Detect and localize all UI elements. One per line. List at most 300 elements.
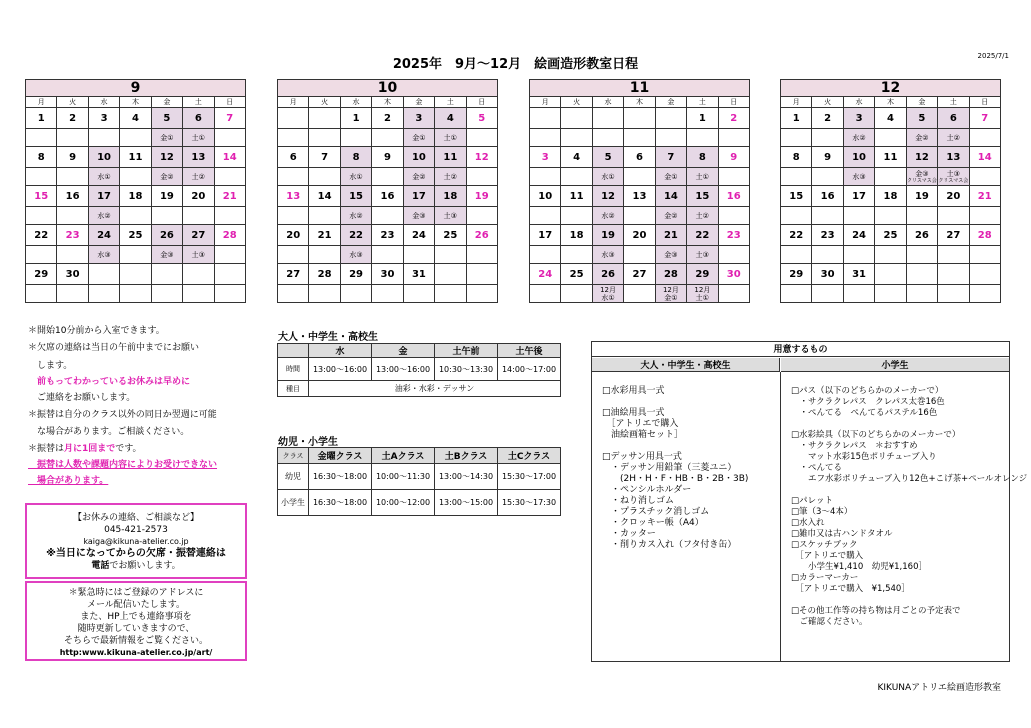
class-label [183, 207, 214, 225]
day-number: 19 [592, 225, 623, 246]
day-number: 2 [812, 108, 843, 129]
class-label [843, 207, 874, 225]
class-label [781, 285, 812, 303]
day-number: 6 [278, 147, 309, 168]
weekday-header: 金 [403, 97, 434, 108]
emergency-line-3: また、HP上でも連絡事項を [80, 612, 192, 622]
kids-time: 13:00〜14:30 [435, 464, 498, 490]
day-number: 8 [781, 147, 812, 168]
day-number [466, 264, 497, 285]
class-label-line: 12月 [600, 285, 617, 294]
day-number: 7 [214, 108, 245, 129]
class-label [151, 207, 182, 225]
class-label [875, 246, 906, 264]
day-number [214, 264, 245, 285]
contact-phone[interactable]: 045-421-2573 [104, 525, 168, 535]
class-label [278, 207, 309, 225]
class-label [57, 207, 88, 225]
weekday-header: 火 [812, 97, 843, 108]
day-number: 28 [214, 225, 245, 246]
day-number: 31 [843, 264, 874, 285]
day-number: 13 [278, 186, 309, 207]
supplies-header-adult: 大人・中学生・高校生 [592, 358, 780, 372]
class-label [530, 285, 561, 303]
class-label: 金② [655, 207, 686, 225]
emergency-box [25, 581, 247, 661]
class-label [561, 168, 592, 186]
adult-kind: 油彩・水彩・デッサン [309, 381, 561, 397]
day-number: 24 [88, 225, 119, 246]
note-makeup-limit [28, 443, 142, 455]
day-number: 14 [309, 186, 340, 207]
class-label: 金③ [655, 246, 686, 264]
class-label: 金① [655, 168, 686, 186]
class-label [624, 129, 655, 147]
note-makeup-warning-cont: 場合があります。 [28, 476, 109, 486]
weekday-header: 水 [340, 97, 371, 108]
note-early-cont: ご連絡をお願いします。 [28, 393, 136, 403]
class-label [57, 246, 88, 264]
class-label [718, 246, 749, 264]
class-label-line: 金① [664, 293, 678, 302]
class-label [781, 129, 812, 147]
weekday-header: 火 [57, 97, 88, 108]
class-label [466, 129, 497, 147]
class-label [214, 285, 245, 303]
class-label [843, 246, 874, 264]
day-number: 16 [812, 186, 843, 207]
class-label [906, 207, 937, 225]
day-number: 21 [309, 225, 340, 246]
day-number: 29 [781, 264, 812, 285]
class-label: 水② [843, 129, 874, 147]
class-label [781, 246, 812, 264]
day-number: 6 [624, 147, 655, 168]
class-label [561, 129, 592, 147]
day-number [592, 108, 623, 129]
day-number: 30 [57, 264, 88, 285]
class-label [969, 207, 1000, 225]
note-makeup: ＊振替は自分のクラス以外の同日か翌週に可能 [28, 410, 217, 420]
weekday-header: 月 [278, 97, 309, 108]
month-header: 10 [278, 80, 498, 97]
class-label [120, 129, 151, 147]
class-label [624, 246, 655, 264]
class-label [309, 285, 340, 303]
class-label: 水③ [843, 168, 874, 186]
day-number: 11 [120, 147, 151, 168]
class-label [214, 246, 245, 264]
day-number: 26 [466, 225, 497, 246]
day-number: 6 [938, 108, 969, 129]
class-label [812, 246, 843, 264]
day-number: 28 [309, 264, 340, 285]
footer-name: KIKUNAアトリエ絵画造形教室 [877, 683, 1001, 693]
day-number: 10 [530, 186, 561, 207]
class-label [687, 285, 718, 303]
page-title: 2025年 9月〜12月 絵画造形教室日程 [392, 57, 639, 72]
class-label [214, 207, 245, 225]
class-label [718, 207, 749, 225]
day-number: 31 [403, 264, 434, 285]
class-label [88, 285, 119, 303]
day-number: 26 [592, 264, 623, 285]
supplies-title: 用意するもの [592, 342, 1009, 357]
class-label: 土③ [435, 207, 466, 225]
kids-time: 16:30〜18:00 [309, 464, 372, 490]
class-label [530, 129, 561, 147]
class-label [655, 129, 686, 147]
day-number: 25 [561, 264, 592, 285]
day-number: 17 [88, 186, 119, 207]
day-number: 20 [278, 225, 309, 246]
day-number [655, 108, 686, 129]
class-label [403, 246, 434, 264]
contact-sameday-note: ※当日になってからの欠席・振替連絡は [46, 548, 226, 559]
note-makeup-cont: な場合があります。ご相談ください。 [28, 427, 190, 437]
day-number [561, 108, 592, 129]
weekday-header: 水 [592, 97, 623, 108]
contact-title: 【お休みの連絡、ご相談など】 [72, 513, 199, 523]
day-number: 23 [57, 225, 88, 246]
day-number: 21 [214, 186, 245, 207]
note-makeup-limit-a: ＊振替は [28, 444, 65, 454]
kids-header-class: クラス [278, 448, 309, 464]
day-number: 16 [372, 186, 403, 207]
day-number [151, 264, 182, 285]
day-number: 9 [812, 147, 843, 168]
day-number: 2 [718, 108, 749, 129]
class-label [26, 168, 57, 186]
day-number: 3 [403, 108, 434, 129]
day-number: 8 [340, 147, 371, 168]
class-label [57, 168, 88, 186]
class-label: 水③ [592, 246, 623, 264]
day-number: 18 [435, 186, 466, 207]
kids-schedule-label: 幼児・小学生 [278, 437, 338, 448]
class-label-line: 12月 [662, 285, 679, 294]
day-number: 25 [435, 225, 466, 246]
weekday-header: 土 [938, 97, 969, 108]
day-number: 12 [466, 147, 497, 168]
day-number: 1 [687, 108, 718, 129]
month-header: 11 [530, 80, 750, 97]
weekday-header: 木 [624, 97, 655, 108]
emergency-line-4: 随時更新していきますので、 [77, 624, 195, 634]
class-label [278, 129, 309, 147]
class-label: 土③ [183, 246, 214, 264]
weekday-header: 木 [120, 97, 151, 108]
day-number: 11 [875, 147, 906, 168]
kids-time: 10:00〜12:00 [372, 490, 435, 516]
weekday-header: 土 [687, 97, 718, 108]
day-number: 14 [969, 147, 1000, 168]
calendar-september [25, 79, 246, 303]
weekday-header: 火 [309, 97, 340, 108]
day-number: 30 [372, 264, 403, 285]
class-label [781, 207, 812, 225]
day-number: 24 [403, 225, 434, 246]
weekday-header: 日 [214, 97, 245, 108]
day-number: 9 [57, 147, 88, 168]
day-number [530, 108, 561, 129]
class-label [151, 285, 182, 303]
day-number: 7 [969, 108, 1000, 129]
class-label [938, 246, 969, 264]
day-number: 25 [875, 225, 906, 246]
day-number: 28 [655, 264, 686, 285]
class-label [372, 129, 403, 147]
kids-time: 10:00〜11:30 [372, 464, 435, 490]
day-number: 1 [26, 108, 57, 129]
day-number: 27 [183, 225, 214, 246]
day-number: 30 [812, 264, 843, 285]
day-number: 27 [938, 225, 969, 246]
class-label [26, 129, 57, 147]
class-label [309, 207, 340, 225]
class-label [309, 168, 340, 186]
class-label [969, 285, 1000, 303]
note-absence: ＊欠席の連絡は当日の午前中までにお願い [28, 343, 200, 353]
day-number: 21 [655, 225, 686, 246]
class-label: 水② [592, 207, 623, 225]
class-label [875, 285, 906, 303]
class-label [466, 246, 497, 264]
day-number: 13 [183, 147, 214, 168]
class-label: 土② [183, 168, 214, 186]
day-number [969, 264, 1000, 285]
class-label [624, 168, 655, 186]
day-number: 22 [687, 225, 718, 246]
weekday-header: 月 [530, 97, 561, 108]
day-number: 13 [938, 147, 969, 168]
class-label-line: 土③ [946, 169, 960, 178]
note-absence-cont: します。 [28, 361, 73, 371]
class-label [26, 246, 57, 264]
day-number: 9 [372, 147, 403, 168]
note-makeup-limit-c: です。 [115, 444, 142, 454]
class-label [214, 129, 245, 147]
day-number: 5 [592, 147, 623, 168]
class-label: 金① [403, 129, 434, 147]
weekday-header: 木 [875, 97, 906, 108]
contact-email[interactable]: kaiga@kikuna-atelier.co.jp [83, 537, 189, 546]
class-label [214, 168, 245, 186]
day-number: 6 [183, 108, 214, 129]
day-number: 4 [435, 108, 466, 129]
adult-header-wed: 水 [309, 344, 372, 358]
day-number: 19 [906, 186, 937, 207]
class-label: 水③ [88, 246, 119, 264]
class-label: 金③ [403, 207, 434, 225]
supplies-panel [591, 341, 1028, 662]
note-early: 前もってわかっているお休みは早めに [28, 377, 191, 387]
day-number: 10 [403, 147, 434, 168]
kids-schedule-table [277, 447, 561, 516]
class-label [875, 207, 906, 225]
day-number: 24 [530, 264, 561, 285]
contact-phone-note [27, 560, 245, 572]
class-label [530, 246, 561, 264]
class-label [120, 168, 151, 186]
adult-time-fri: 13:00〜16:00 [372, 358, 435, 381]
day-number: 15 [26, 186, 57, 207]
day-number: 8 [26, 147, 57, 168]
contact-phone-emph: 電話 [91, 561, 110, 571]
adult-schedule-table [277, 343, 561, 397]
class-label [403, 285, 434, 303]
emergency-line-2: メール配信いたします。 [86, 600, 186, 610]
weekday-header: 日 [466, 97, 497, 108]
class-label: 土② [435, 168, 466, 186]
class-label: 土② [687, 207, 718, 225]
day-number: 15 [687, 186, 718, 207]
note-makeup-warning: 振替は人数や課題内容によりお受けできない [28, 460, 218, 470]
month-header: 12 [781, 80, 1001, 97]
class-label: 水③ [340, 246, 371, 264]
day-number [938, 264, 969, 285]
class-label-line: クリスマス会 [906, 177, 937, 184]
class-label [938, 207, 969, 225]
day-number: 16 [57, 186, 88, 207]
emergency-line-5: そちらで最新情報をご覧ください。 [64, 636, 208, 646]
class-label [466, 168, 497, 186]
day-number: 25 [120, 225, 151, 246]
day-number: 28 [969, 225, 1000, 246]
adult-kind-label: 種目 [278, 381, 309, 397]
day-number: 19 [466, 186, 497, 207]
kids-header-fri: 金曜クラス [309, 448, 372, 464]
class-label: 金② [906, 129, 937, 147]
class-label [906, 285, 937, 303]
class-label [26, 285, 57, 303]
class-label [812, 168, 843, 186]
weekday-header: 水 [88, 97, 119, 108]
kids-header-sat-c: 土Cクラス [498, 448, 561, 464]
weekday-header: 日 [969, 97, 1000, 108]
day-number: 27 [624, 264, 655, 285]
adult-header-sat-am: 土午前 [435, 344, 498, 358]
adult-header-fri: 金 [372, 344, 435, 358]
class-label [88, 129, 119, 147]
day-number [435, 264, 466, 285]
class-label-line: 12月 [694, 285, 711, 294]
class-label [372, 168, 403, 186]
class-label: 水① [340, 168, 371, 186]
day-number: 11 [561, 186, 592, 207]
day-number [278, 108, 309, 129]
day-number: 14 [655, 186, 686, 207]
class-label [843, 285, 874, 303]
kids-time: 15:30〜17:00 [498, 464, 561, 490]
adult-schedule-label: 大人・中学生・高校生 [278, 332, 378, 343]
day-number [624, 108, 655, 129]
weekday-header: 水 [843, 97, 874, 108]
day-number: 20 [938, 186, 969, 207]
day-number: 14 [214, 147, 245, 168]
class-label [624, 207, 655, 225]
day-number: 29 [340, 264, 371, 285]
class-label [592, 129, 623, 147]
website-link[interactable]: http:www.kikuna-atelier.co.jp/art/ [59, 648, 213, 657]
day-number: 11 [435, 147, 466, 168]
class-label: 水② [340, 207, 371, 225]
class-label [655, 285, 686, 303]
note-makeup-limit-b: 月に1回まで [64, 444, 116, 454]
adult-time-wed: 13:00〜16:00 [309, 358, 372, 381]
kids-time: 16:30〜18:00 [309, 490, 372, 516]
adult-header-blank [278, 344, 309, 358]
day-number: 20 [624, 225, 655, 246]
supplies-kids-list: □パス（以下のどちらかのメーカーで） ・サクラクレパス クレパス太巻16色 ・ぺんてる ぺんてるパステル16色 □水彩絵具（以下のどちらかのメーカーで） ・サクラクレパス ＊おすすめ マット水彩15色ポリチューブ入り ・ぺんてる エフ水彩ポリチューブ入り12色+こげ茶+ペールオレンジ □パレット □筆（3〜4本） □水入れ □雑巾又は古ハンドタオル □スケッチブック ［アトリエで購入 小学生¥1,410 幼児¥1,160］ □カラーマーカー ［アトリエで購入 ¥1,540］ □その他工作等の持ち物は月ごとの予定表で ご確認ください。 [791, 386, 1028, 627]
adult-time-sat-am: 10:30〜13:30 [435, 358, 498, 381]
adult-time-label: 時間 [278, 358, 309, 381]
class-label [278, 168, 309, 186]
class-label: 土① [435, 129, 466, 147]
class-label [309, 129, 340, 147]
class-label: 金① [151, 129, 182, 147]
day-number: 3 [88, 108, 119, 129]
day-number: 26 [906, 225, 937, 246]
class-label [969, 168, 1000, 186]
supplies-divider [780, 372, 781, 661]
class-label: 土③ [687, 246, 718, 264]
class-label [938, 285, 969, 303]
contact-box [25, 503, 247, 579]
class-label [561, 285, 592, 303]
class-label [561, 246, 592, 264]
class-label: 金③ [151, 246, 182, 264]
class-label [875, 129, 906, 147]
adult-time-sat-pm: 14:00〜17:00 [498, 358, 561, 381]
weekday-header: 土 [183, 97, 214, 108]
day-number: 4 [875, 108, 906, 129]
class-label [183, 285, 214, 303]
class-label [372, 207, 403, 225]
kids-row-name: 小学生 [278, 490, 309, 516]
day-number: 17 [843, 186, 874, 207]
calendar-november [529, 79, 750, 303]
class-label: 土① [183, 129, 214, 147]
day-number: 18 [120, 186, 151, 207]
class-label: 水① [592, 168, 623, 186]
class-label [278, 246, 309, 264]
class-label [120, 285, 151, 303]
class-label [875, 168, 906, 186]
day-number: 23 [372, 225, 403, 246]
day-number: 30 [718, 264, 749, 285]
supplies-header-kids: 小学生 [781, 358, 1009, 372]
day-number: 10 [843, 147, 874, 168]
class-label [466, 285, 497, 303]
class-label [530, 207, 561, 225]
weekday-header: 金 [655, 97, 686, 108]
class-label [812, 207, 843, 225]
day-number: 2 [372, 108, 403, 129]
class-label [906, 246, 937, 264]
day-number: 29 [26, 264, 57, 285]
class-label: 金② [403, 168, 434, 186]
day-number: 1 [781, 108, 812, 129]
day-number [120, 264, 151, 285]
class-label [969, 129, 1000, 147]
class-label [561, 207, 592, 225]
contact-phone-note-text: でお願いします。 [109, 561, 181, 571]
class-label: 金② [151, 168, 182, 186]
class-label [530, 168, 561, 186]
weekday-header: 金 [151, 97, 182, 108]
class-label [812, 285, 843, 303]
